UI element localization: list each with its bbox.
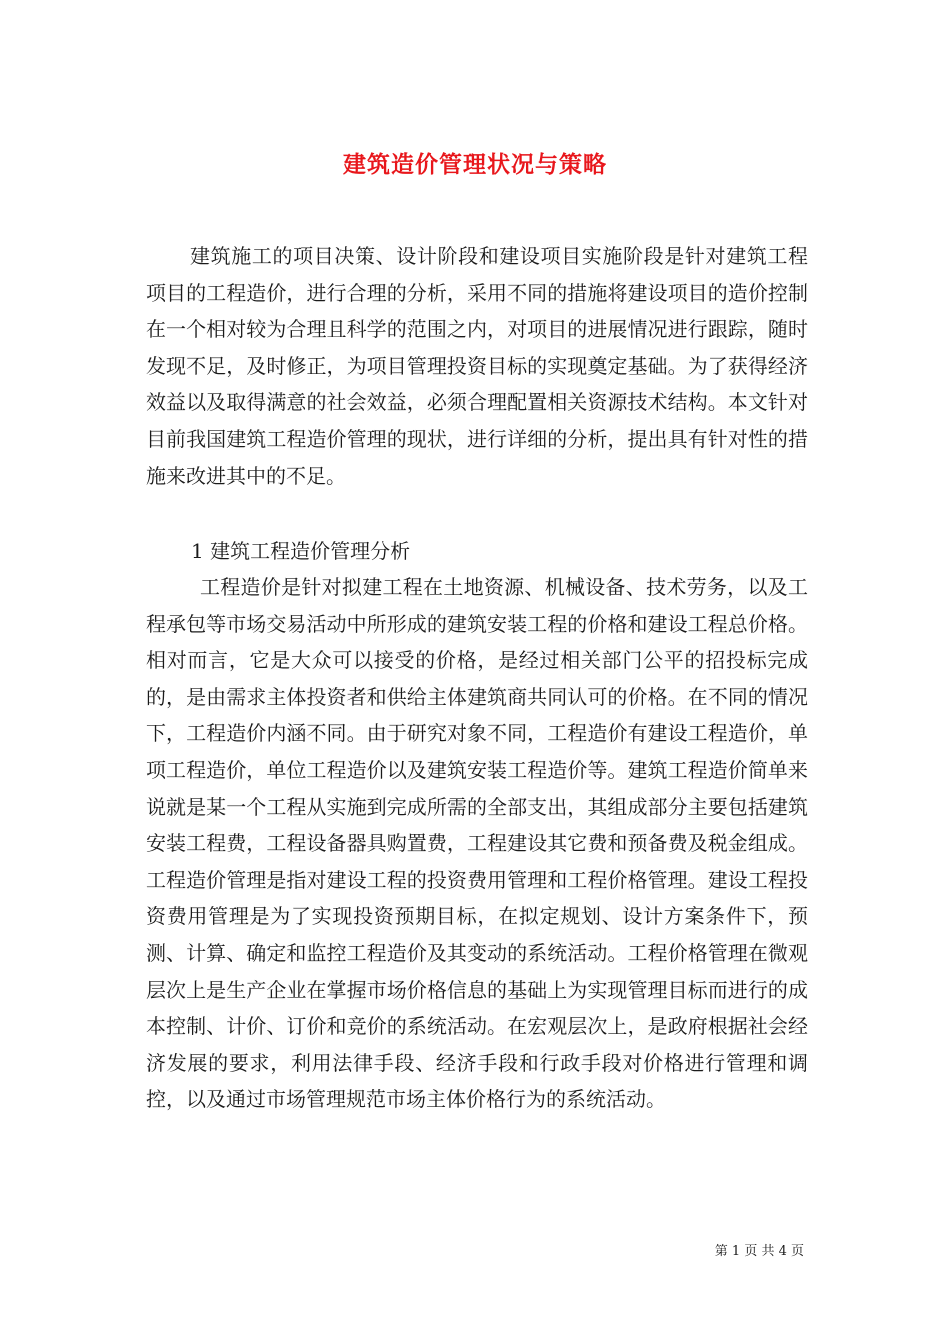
section-heading-1: 1 建筑工程造价管理分析	[191, 539, 411, 563]
page-number-footer: 第 1 页 共 4 页	[714, 1244, 804, 1259]
section-1-paragraph: 工程造价是针对拟建工程在土地资源、机械设备、技术劳务，以及工程承包等市场交易活动中所形成的建筑安装工程的价格和建设工程总价格。相对而言，它是大众可以接受的价格，是经过相关部门公平的招投标完成的，是由需求主体投资者和供给主体建筑商共同认可的价格。在不同的情况下，工程造价内涵不同。由于研究对象不同，工程造价有建设工程造价，单项工程造价，单位工程造价以及建筑安装工程造价等。建筑工程造价简单来说就是某一个工程从实施到完成所需的全部支出，其组成部分主要包括建筑安装工程费，工程设备器具购置费，工程建设其它费和预备费及税金组成。工程造价管理是指对建设工程的投资费用管理和工程价格管理。建设工程投资费用管理是为了实现投资预期目标，在拟定规划、设计方案条件下，预测、计算、确定和监控工程造价及其变动的系统活动。工程价格管理在微观层次上是生产企业在掌握市场价格信息的基础上为实现管理目标而进行的成本控制、计价、订价和竞价的系统活动。在宏观层次上，是政府根据社会经济发展的要求，利用法律手段、经济手段和行政手段对价格进行管理和调控，以及通过市场管理规范市场主体价格行为的系统活动。	[146, 575, 808, 1112]
page-title: 建筑造价管理状况与策略	[343, 151, 607, 179]
intro-paragraph: 建筑施工的项目决策、设计阶段和建设项目实施阶段是针对建筑工程项目的工程造价，进行合理的分析，采用不同的措施将建设项目的造价控制在一个相对较为合理且科学的范围之内，对项目的进展情况进行跟踪，随时发现不足，及时修正，为项目管理投资目标的实现奠定基础。为了获得经济效益以及取得满意的社会效益，必须合理配置相关资源技术结构。本文针对目前我国建筑工程造价管理的现状，进行详细的分析，提出具有针对性的措施来改进其中的不足。	[146, 244, 808, 488]
